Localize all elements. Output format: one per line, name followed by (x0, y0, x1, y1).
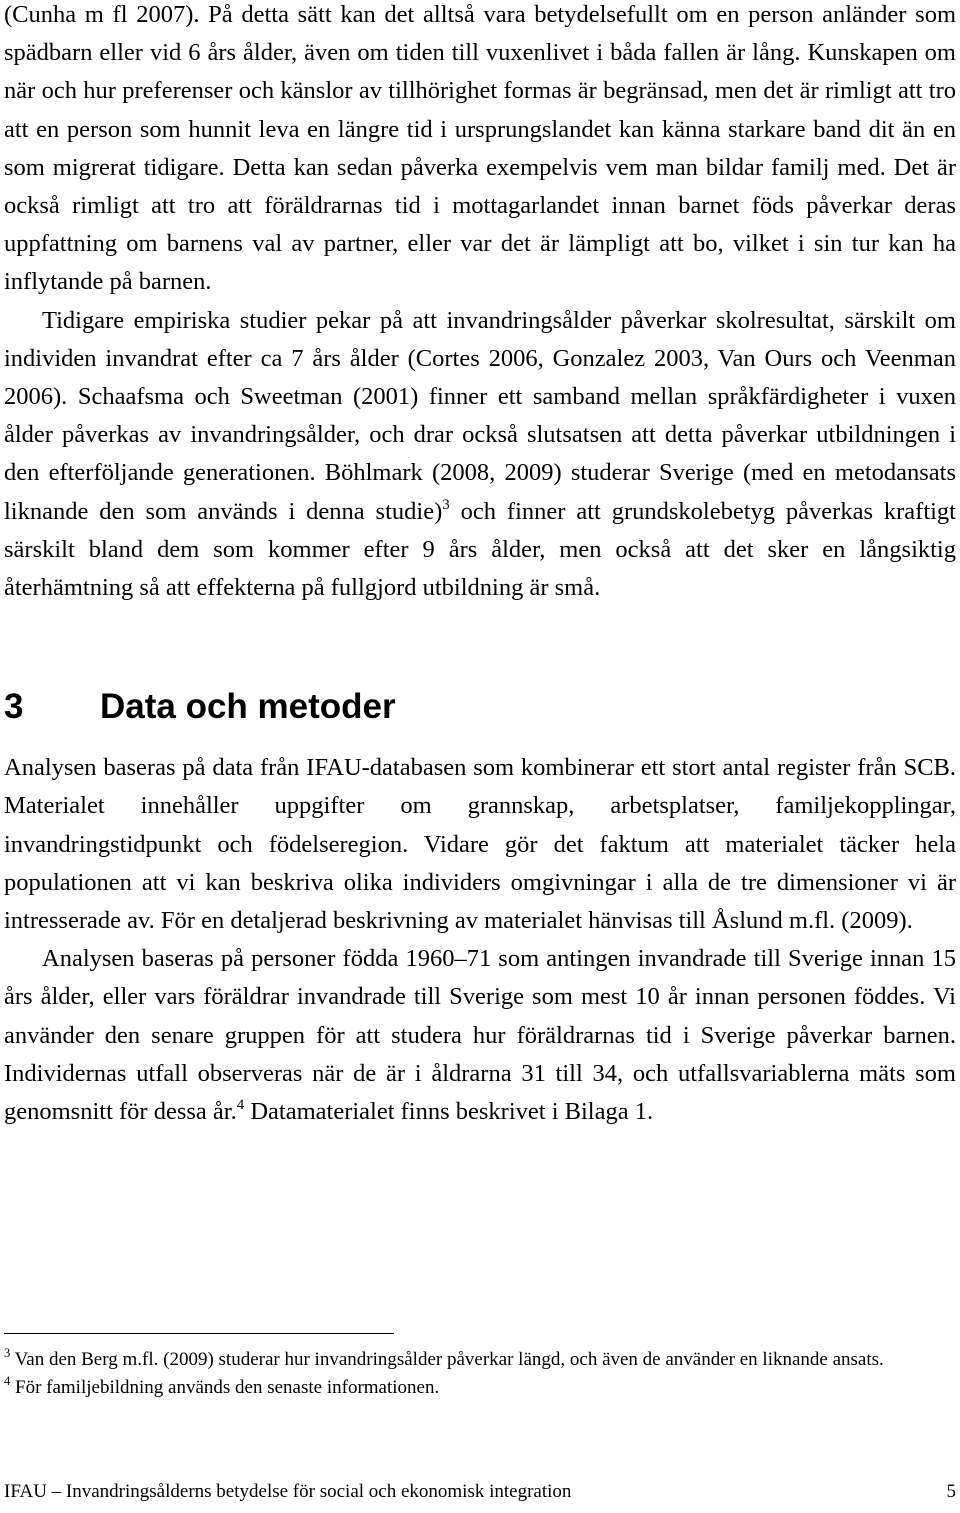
footnote-mark-4: 4 (4, 1373, 11, 1388)
body-paragraph-3: Analysen baseras på data från IFAU-databasen som kombinerar ett stort antal register från SCB. Materialet innehåller uppgifter om grannskap, arbetsplatser, familjekopplingar, invandringstidpunkt och födelseregion. Vidare gör det faktum att materialet täcker hela populationen att vi kan beskriva olika individers omgivningar i alla de tre dimensioner vi är intresserade av. För en detaljerad beskrivning av materialet hänvisas till Åslund m.fl. (2009). (4, 754, 956, 935)
footnote-mark-3: 3 (4, 1346, 11, 1360)
section-number: 3 (4, 687, 24, 727)
footnote-ref-3[interactable]: 3 (442, 496, 450, 513)
paragraph-4-text-a: Analysen baseras på personer födda 1960–71 som antingen invandrade till Sverige innan 15 års ålder, eller vars föräldrar invandrade till Sverige som mest 10 år innan personen föddes. Vi använder den senare gruppen för att studera hur föräldrarnas tid i Sverige påverkar barnen. Individernas utfall observeras när de är i åldrarna 31 till 34, och utfallsvariablerna mäts som genomsnitt för dessa år. (4, 945, 956, 1126)
page-number: 5 (946, 1481, 956, 1502)
body-paragraph-2 (4, 302, 956, 608)
body-paragraph-4 (4, 940, 956, 1131)
footnotes (4, 1346, 956, 1401)
footnote-3 (4, 1346, 956, 1374)
section-heading (4, 687, 956, 727)
paragraph-4-text-b: Datamaterialet finns beskrivet i Bilaga 1. (244, 1098, 654, 1126)
paragraph-2-text-b: och finner att grundskolebetyg påverkas kraftigt särskilt bland dem som kommer efter 9 års ålder, men också att det sker en långsiktig återhämtning så att effekterna på fullgjord utbildning är små. (4, 497, 956, 602)
footnote-ref-4[interactable]: 4 (236, 1097, 245, 1114)
footer-running-title: IFAU – Invandringsålderns betydelse för social och ekonomisk integration (4, 1481, 572, 1502)
footnote-4-text: För familjebildning används den senaste informationen. (10, 1376, 440, 1398)
footnote-divider (4, 1333, 394, 1334)
footnote-4 (4, 1374, 956, 1402)
page-footer (4, 1480, 956, 1504)
body-paragraph-1: (Cunha m fl 2007). På detta sätt kan det alltså vara betydelsefullt om en person anländer som spädbarn eller vid 6 års ålder, även om tiden till vuxenlivet i båda fallen är lång. Kunskapen om när och hur preferenser och känslor av tillhörighet formas är begränsad, men det är rimligt att tro att en person som hunnit leva en längre tid i ursprungslandet kan känna starkare band dit än en som migrerat tidigare. Detta kan sedan påverka exempelvis vem man bildar familj med. Det är också rimligt att tro att föräldrarnas tid i mottagarlandet innan barnet föds påverkar deras uppfattning om barnens val av partner, eller var det är lämpligt att bo, vilket i sin tur kan ha inflytande på barnen. (4, 1, 956, 296)
footnote-3-text: Van den Berg m.fl. (2009) studerar hur invandringsålder påverkar längd, och även de använder en liknande ansats. (10, 1349, 884, 1370)
section-title: Data och metoder (100, 687, 396, 727)
paragraph-2-text-a: Tidigare empiriska studier pekar på att invandringsålder påverkar skolresultat, särskilt om individen invandrat efter ca 7 års ålder (Cortes 2006, Gonzalez 2003, Van Ours och Veenman 2006). Schaafsma och Sweetman (2001) finner ett samband mellan språkfärdigheter i vuxen ålder påverkas av invandringsålder, och drar också slutsatsen att detta påverkar utbildningen i den efterföljande generationen. Böhlmark (2008, 2009) studerar Sverige (med en metodansats liknande den som används i denna studie) (4, 306, 956, 525)
